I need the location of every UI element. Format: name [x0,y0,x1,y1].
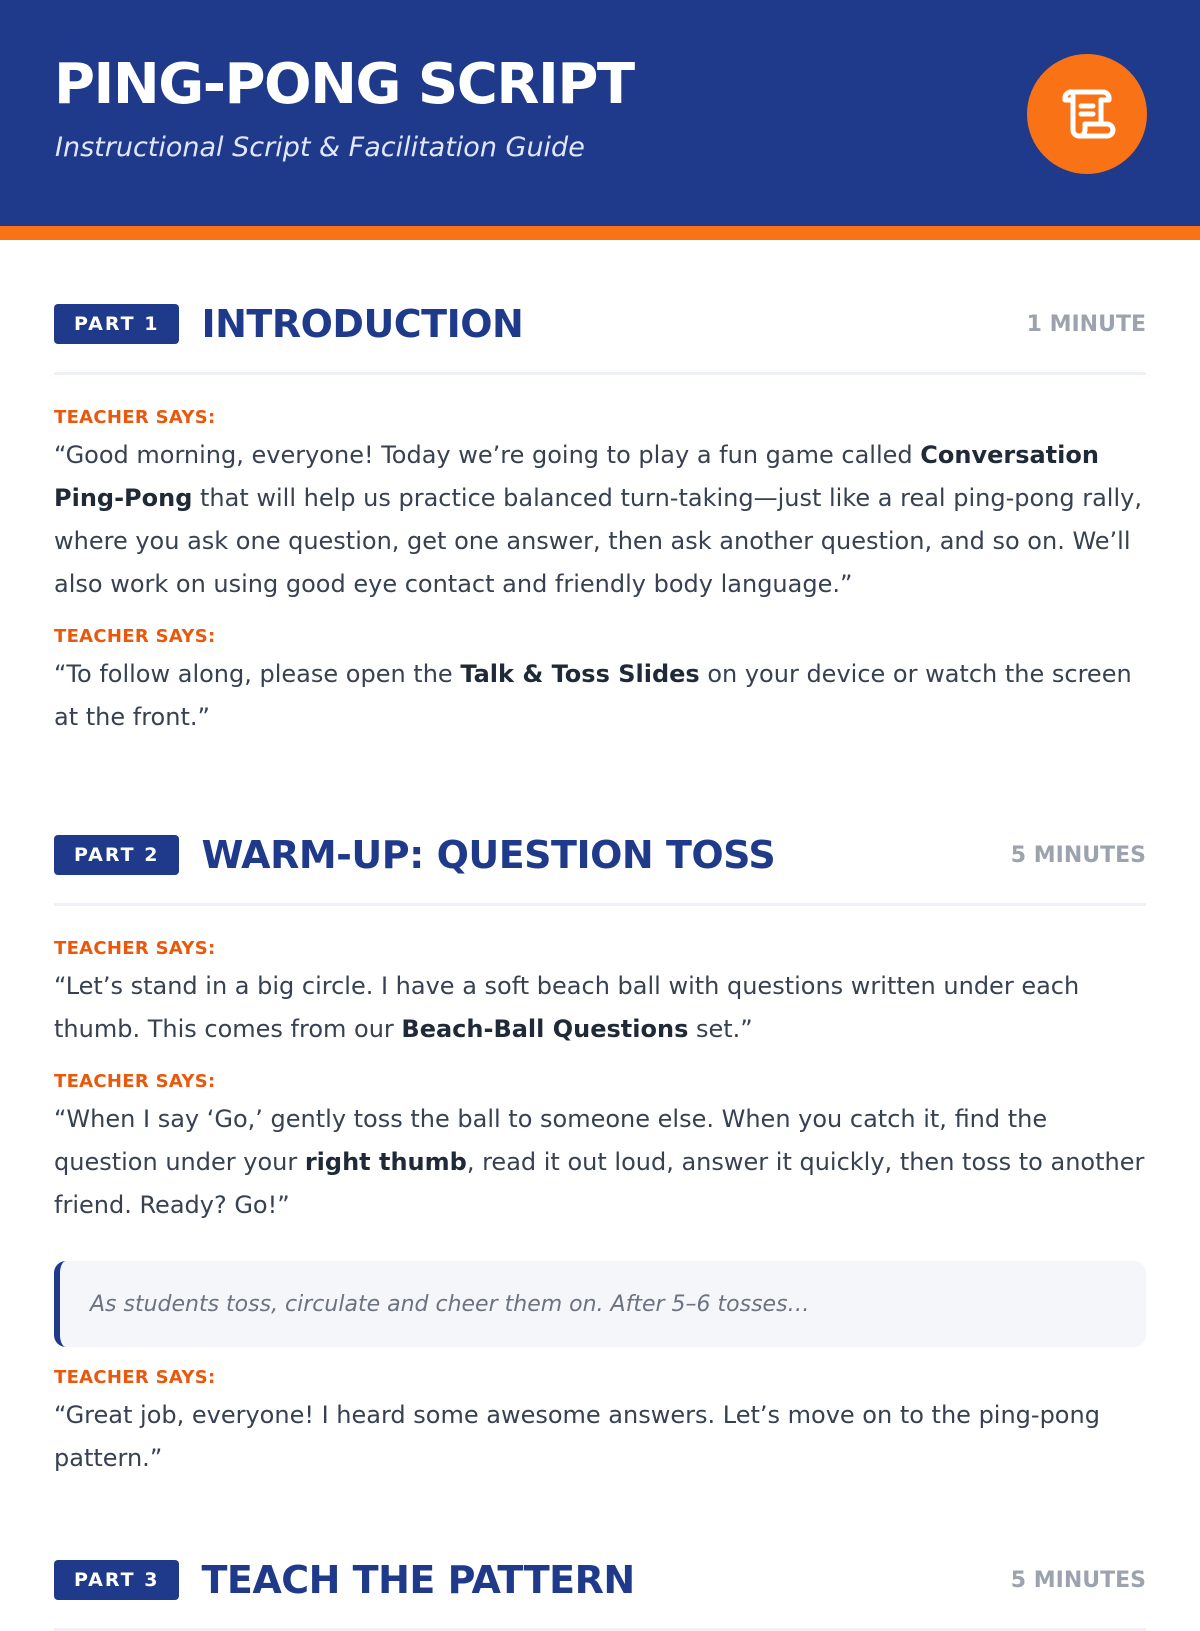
script-content [0,240,1200,1631]
emphasis-text: Conversation Ping-Pong [54,441,1099,512]
emphasis-text: right thumb [304,1148,467,1176]
page-title: PING-PONG SCRIPT [54,52,634,117]
part-badge: PART 2 [54,835,179,875]
teacher-script: “Let’s stand in a big circle. I have a soft beach ball with questions written under each thumb. This comes from our Beach-Ball Questions set.” [54,972,1080,1043]
slides-link-text: Talk & Toss Slides [460,660,700,688]
teacher-script: “When I say ‘Go,’ gently toss the ball to someone else. When you catch it, find the question under your right thumb, read it out loud, answer it quickly, then toss to another friend. Ready? Go!” [54,1105,1145,1219]
teacher-says-label: TEACHER SAYS: [54,626,216,647]
emphasis-text: Beach-Ball Questions [401,1015,689,1043]
page-subtitle: Instructional Script & Facilitation Guide [55,132,585,163]
teacher-says-label: TEACHER SAYS: [54,407,216,428]
teacher-script: “Great job, everyone! I heard some awesome answers. Let’s move on to the ping-pong pattern.” [54,1401,1100,1472]
section-header [54,276,1146,375]
teacher-says-label: TEACHER SAYS: [54,1367,216,1388]
teacher-says-label: TEACHER SAYS: [54,1071,216,1092]
section-title: WARM-UP: QUESTION TOSS [201,833,776,877]
logo-badge [1027,54,1147,174]
duration-label: 5 MINUTES [1010,842,1146,868]
duration-label: 5 MINUTES [1010,1567,1146,1593]
duration-label: 1 MINUTE [1026,311,1146,337]
section-header [54,1532,1146,1631]
section-header [54,807,1146,906]
section-warm-up [54,739,1146,1480]
teacher-script: “Good morning, everyone! Today we’re going to play a fun game called Conversation Ping-Pong that will help us practice balanced turn-taking—just like a real ping-pong rally, where you ask one question, get one answer, then ask another question, and so on. We’ll also work on using good eye contact and friendly body language.” [54,441,1142,598]
section-teach-pattern [54,1480,1146,1631]
scroll-icon [1055,82,1119,146]
page-header [0,0,1200,240]
facilitator-note: As students toss, circulate and cheer them on. After 5–6 tosses… [54,1261,1146,1347]
section-title: INTRODUCTION [201,302,524,346]
section-introduction [54,240,1146,739]
part-badge: PART 1 [54,304,179,344]
part-badge: PART 3 [54,1560,179,1600]
section-title: TEACH THE PATTERN [201,1558,635,1602]
teacher-script: “To follow along, please open the Talk & Toss Slides on your device or watch the screen at the front.” [54,660,1132,731]
teacher-says-label: TEACHER SAYS: [54,938,216,959]
